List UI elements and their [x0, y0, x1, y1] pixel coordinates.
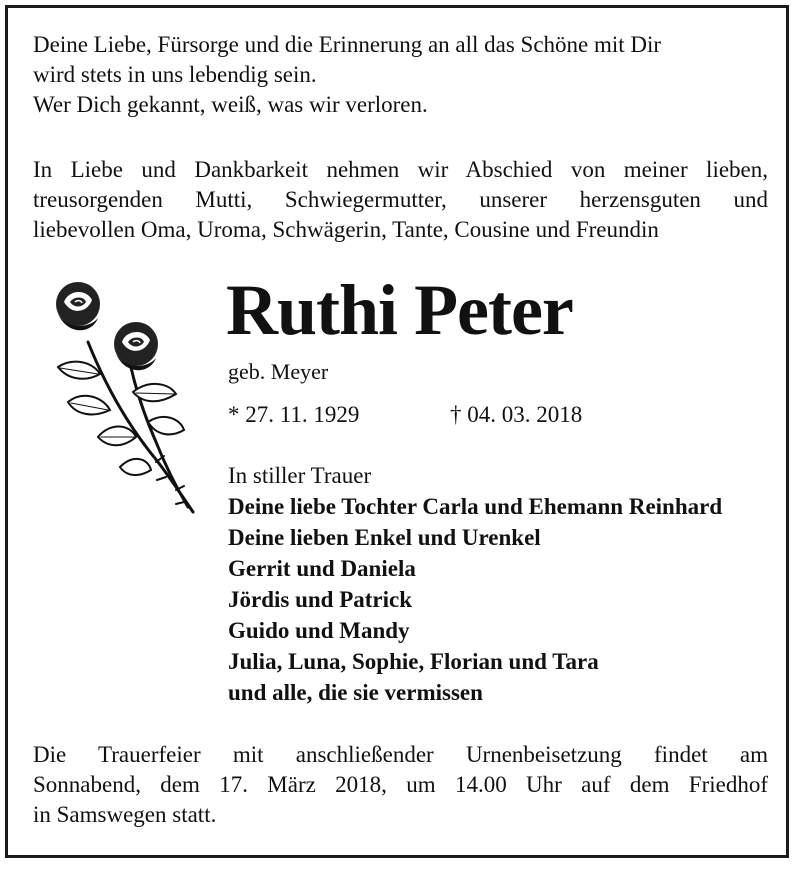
- mourners-list: [228, 460, 722, 708]
- intro-line: Deine Liebe, Fürsorge und die Erinnerung an all das Schöne mit Dir: [33, 32, 662, 57]
- rose-icon: [38, 272, 203, 522]
- service-paragraph: [33, 740, 768, 830]
- intro-verse: [33, 30, 768, 120]
- mourner-line: Jördis und Patrick: [228, 587, 413, 612]
- farewell-line: treusorgenden Mutti, Schwiegermutter, unserer herzensguten und: [33, 187, 768, 212]
- farewell-paragraph: [33, 155, 768, 245]
- mourner-line: Deine lieben Enkel und Urenkel: [228, 525, 541, 550]
- mourner-line: Deine liebe Tochter Carla und Ehemann Reinhard: [228, 494, 723, 519]
- birth-name: geb. Meyer: [228, 359, 329, 384]
- mourner-line: Gerrit und Daniela: [228, 556, 416, 581]
- intro-line: wird stets in uns lebendig sein.: [33, 62, 317, 87]
- mourner-line: und alle, die sie vermissen: [228, 680, 483, 705]
- service-line: Sonnabend, dem 17. März 2018, um 14.00 Uhr auf dem Friedhof: [33, 772, 768, 797]
- farewell-line: In Liebe und Dankbarkeit nehmen wir Abschied von meiner lieben,: [33, 157, 768, 182]
- service-line: in Samswegen statt.: [33, 802, 217, 827]
- birth-date: * 27. 11. 1929: [228, 402, 360, 427]
- death-date: † 04. 03. 2018: [450, 402, 583, 427]
- deceased-name: Ruthi Peter: [226, 270, 573, 350]
- mourner-line: Guido und Mandy: [228, 618, 410, 643]
- intro-line: Wer Dich gekannt, weiß, was wir verloren.: [33, 92, 428, 117]
- farewell-line: liebevollen Oma, Uroma, Schwägerin, Tante, Cousine und Freundin: [33, 217, 659, 242]
- service-line: Die Trauerfeier mit anschließender Urnenbeisetzung findet am: [33, 742, 768, 767]
- mourners-intro: In stiller Trauer: [228, 463, 372, 488]
- mourner-line: Julia, Luna, Sophie, Florian und Tara: [228, 649, 599, 674]
